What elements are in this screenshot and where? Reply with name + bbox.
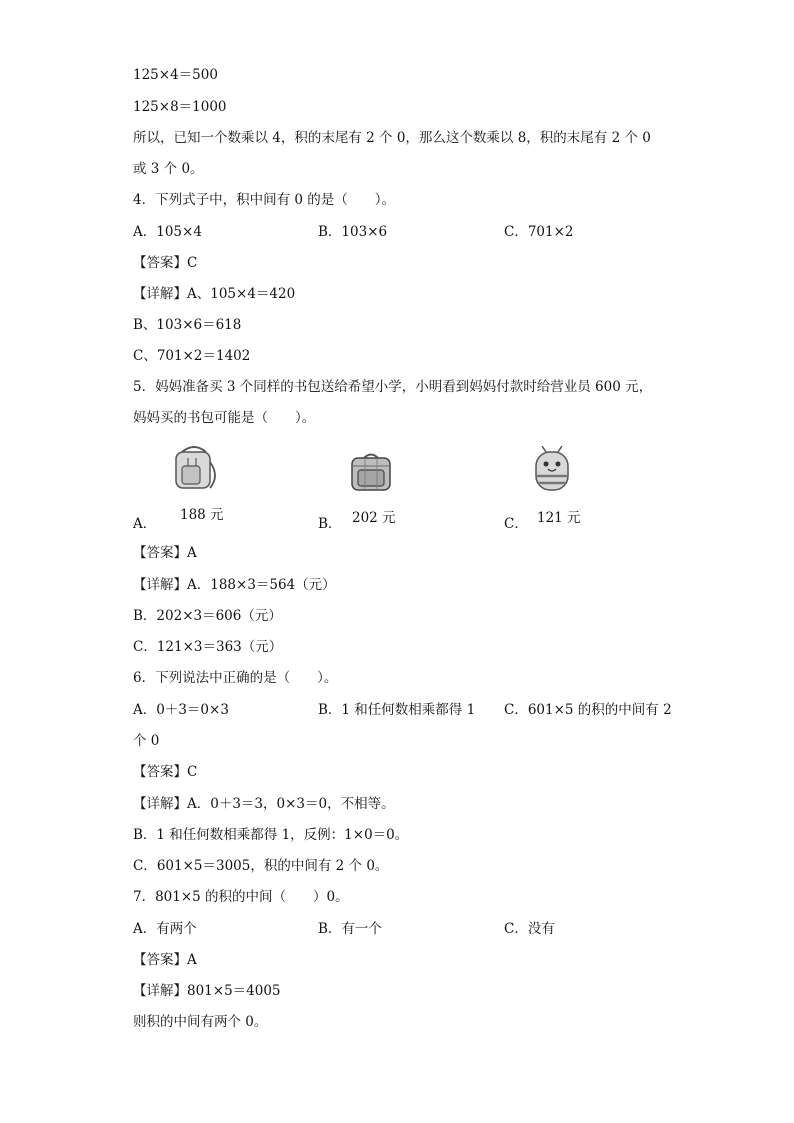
q6-detail: B．1 和任何数相乘都得 1，反例：1×0＝0。 <box>133 827 409 843</box>
backpack-plaid-icon <box>346 450 396 494</box>
q5-option-a-label: A． <box>133 516 157 532</box>
q5-detail: B．202×3＝606（元） <box>133 608 282 624</box>
q6-detail: 【详解】A．0＋3＝3，0×3＝0，不相等。 <box>133 796 395 812</box>
q4-option-a: A．105×4 <box>133 224 202 240</box>
text-line: 125×8＝1000 <box>133 99 227 115</box>
q7-option-c: C．没有 <box>504 921 555 937</box>
q6-option-b: B．1 和任何数相乘都得 1 <box>318 702 476 718</box>
text-line: 所以，已知一个数乘以 4，积的末尾有 2 个 0，那么这个数乘以 8，积的末尾有 2 个 0 <box>133 130 651 146</box>
q5-option-c-label: C． <box>504 516 528 532</box>
q4-detail: 【详解】A、105×4＝420 <box>133 286 296 302</box>
q6-option-c-cont: 个 0 <box>133 733 160 749</box>
q5-answer: 【答案】A <box>133 545 197 561</box>
q6-option-a: A．0＋3＝0×3 <box>133 702 229 718</box>
question-6: 6．下列说法中正确的是（ ）。 <box>133 670 338 686</box>
q7-answer: 【答案】A <box>133 952 197 968</box>
backpack-bee-icon <box>528 446 576 494</box>
q5-detail: C．121×3＝363（元） <box>133 639 283 655</box>
q7-option-a: A．有两个 <box>133 921 197 937</box>
q4-option-b: B．103×6 <box>318 224 388 240</box>
q6-detail: C．601×5＝3005，积的中间有 2 个 0。 <box>133 858 389 874</box>
q5-option-a-price: 188 元 <box>180 507 224 523</box>
question-5: 5．妈妈准备买 3 个同样的书包送给希望小学，小明看到妈妈付款时给营业员 600 元， <box>133 379 653 395</box>
q5-option-c-price: 121 元 <box>537 510 581 526</box>
question-5: 妈妈买的书包可能是（ ）。 <box>133 410 316 426</box>
text-line: 125×4＝500 <box>133 67 218 83</box>
q4-answer: 【答案】C <box>133 255 198 271</box>
q7-option-b: B．有一个 <box>318 921 382 937</box>
q4-option-c: C．701×2 <box>504 224 574 240</box>
q6-answer: 【答案】C <box>133 764 198 780</box>
q6-option-c: C．601×5 的积的中间有 2 <box>504 702 672 718</box>
text-line: 或 3 个 0。 <box>133 161 204 177</box>
backpack-gray-icon <box>166 442 222 494</box>
q5-detail: 【详解】A．188×3＝564（元） <box>133 577 336 593</box>
q4-detail: C、701×2＝1402 <box>133 348 251 364</box>
question-7: 7．801×5 的积的中间（ ）0。 <box>133 889 349 905</box>
question-4: 4．下列式子中，积中间有 0 的是（ ）。 <box>133 192 396 208</box>
q5-option-b-label: B． <box>318 516 342 532</box>
q4-detail: B、103×6＝618 <box>133 317 242 333</box>
q5-option-b-price: 202 元 <box>352 510 396 526</box>
q7-detail: 则积的中间有两个 0。 <box>133 1014 268 1030</box>
q7-detail: 【详解】801×5＝4005 <box>133 983 281 999</box>
